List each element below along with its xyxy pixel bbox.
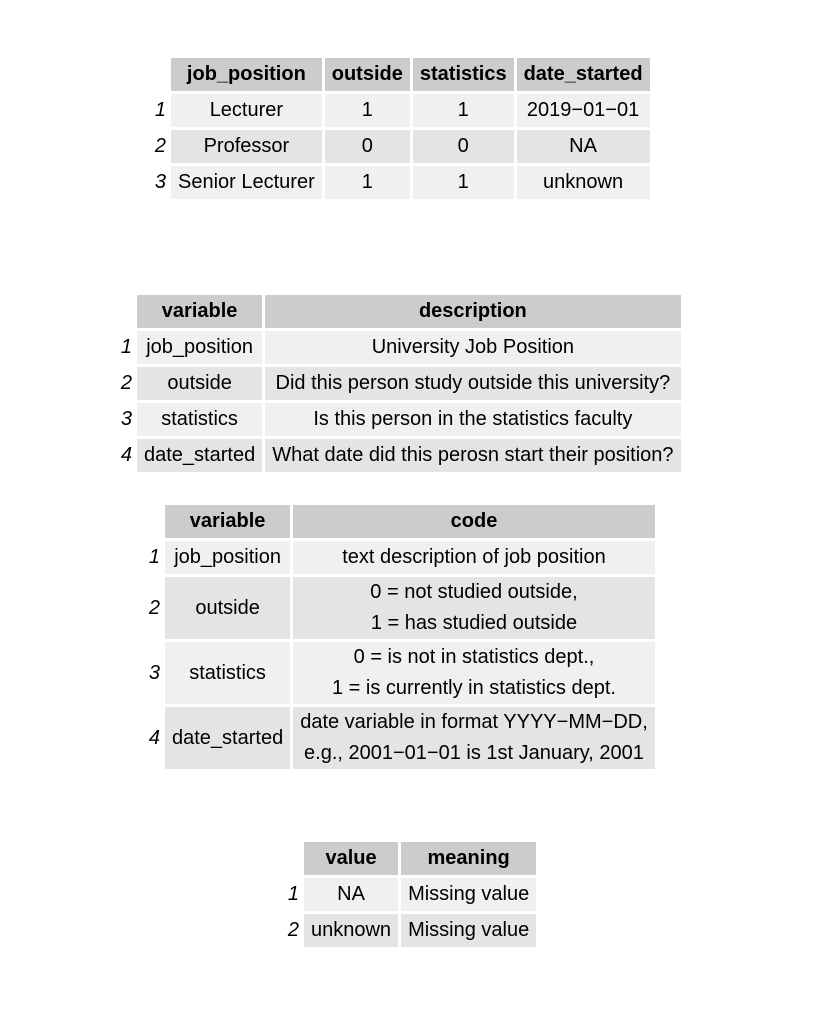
- table-cell: 1: [325, 94, 410, 127]
- table-cell: date_started: [165, 707, 290, 769]
- table-cell: unknown: [517, 166, 650, 199]
- table-row: [120, 439, 681, 472]
- table-row: [120, 367, 681, 400]
- row-number: 4: [148, 726, 160, 749]
- table-cell: Lecturer: [171, 94, 322, 127]
- row-number: 1: [154, 99, 166, 121]
- header-row: [287, 842, 536, 875]
- code-table: [145, 502, 658, 772]
- row-number: 1: [287, 883, 299, 905]
- cell-line: date variable in format YYYY−MM−DD,: [300, 711, 648, 733]
- table-cell: 2019−01−01: [517, 94, 650, 127]
- cell-line: 0 = not studied outside,: [370, 581, 578, 603]
- cell-line: e.g., 2001−01−01 is 1st January, 2001: [304, 742, 644, 764]
- table-row: [287, 878, 536, 911]
- table-cell: [293, 577, 655, 639]
- table-cell: 1: [325, 166, 410, 199]
- column-header: value: [304, 842, 398, 875]
- column-header: statistics: [413, 58, 514, 91]
- row-number: 3: [148, 661, 160, 684]
- table-cell: Missing value: [401, 914, 536, 947]
- cell-line: text description of job position: [342, 546, 606, 568]
- table-cell: 0: [413, 130, 514, 163]
- table-cell: Is this person in the statistics faculty: [265, 403, 680, 436]
- column-header: meaning: [401, 842, 536, 875]
- table-cell: What date did this perosn start their position?: [265, 439, 680, 472]
- column-header: variable: [165, 505, 290, 538]
- table-cell: statistics: [165, 642, 290, 704]
- row-number: 2: [154, 135, 166, 157]
- table-row: [120, 331, 681, 364]
- corner-cell: [287, 842, 301, 875]
- header-row: [148, 505, 655, 538]
- header-row: [120, 295, 681, 328]
- row-number: 2: [120, 372, 132, 394]
- column-header: job_position: [171, 58, 322, 91]
- table-row: [148, 577, 655, 639]
- row-number: 4: [120, 444, 132, 466]
- table-cell: Missing value: [401, 878, 536, 911]
- column-header: description: [265, 295, 680, 328]
- table-cell: Professor: [171, 130, 322, 163]
- table-row: [154, 166, 650, 199]
- table-row: [287, 914, 536, 947]
- table-cell: 1: [413, 94, 514, 127]
- column-header: date_started: [517, 58, 650, 91]
- corner-cell: [154, 58, 168, 91]
- table-cell: 0: [325, 130, 410, 163]
- table-cell: NA: [517, 130, 650, 163]
- corner-cell: [148, 505, 162, 538]
- header-row: [154, 58, 650, 91]
- corner-cell: [120, 295, 134, 328]
- table-cell: [293, 541, 655, 574]
- table-row: [148, 541, 655, 574]
- table-cell: job_position: [165, 541, 290, 574]
- table-cell: statistics: [137, 403, 262, 436]
- table-cell: University Job Position: [265, 331, 680, 364]
- table-cell: unknown: [304, 914, 398, 947]
- table-cell: 1: [413, 166, 514, 199]
- table-row: [148, 642, 655, 704]
- table-cell: Did this person study outside this university?: [265, 367, 680, 400]
- row-number: 1: [148, 546, 160, 568]
- row-number: 2: [287, 919, 299, 941]
- table-cell: [293, 707, 655, 769]
- row-number: 1: [120, 336, 132, 358]
- column-header: outside: [325, 58, 410, 91]
- jobs-table: [151, 55, 653, 202]
- description-table: [117, 292, 684, 475]
- table-cell: Senior Lecturer: [171, 166, 322, 199]
- cell-line: 0 = is not in statistics dept.,: [353, 646, 595, 668]
- row-number: 3: [154, 171, 166, 193]
- column-header: variable: [137, 295, 262, 328]
- table-row: [120, 403, 681, 436]
- cell-line: 1 = has studied outside: [370, 612, 578, 634]
- table-cell: outside: [137, 367, 262, 400]
- table-cell: NA: [304, 878, 398, 911]
- column-header: code: [293, 505, 655, 538]
- table-cell: [293, 642, 655, 704]
- cell-line: 1 = is currently in statistics dept.: [331, 677, 616, 699]
- values-table: [284, 839, 539, 950]
- table-cell: date_started: [137, 439, 262, 472]
- table-row: [154, 94, 650, 127]
- table-row: [154, 130, 650, 163]
- table-cell: outside: [165, 577, 290, 639]
- row-number: 2: [148, 596, 160, 619]
- table-cell: job_position: [137, 331, 262, 364]
- table-row: [148, 707, 655, 769]
- row-number: 3: [120, 408, 132, 430]
